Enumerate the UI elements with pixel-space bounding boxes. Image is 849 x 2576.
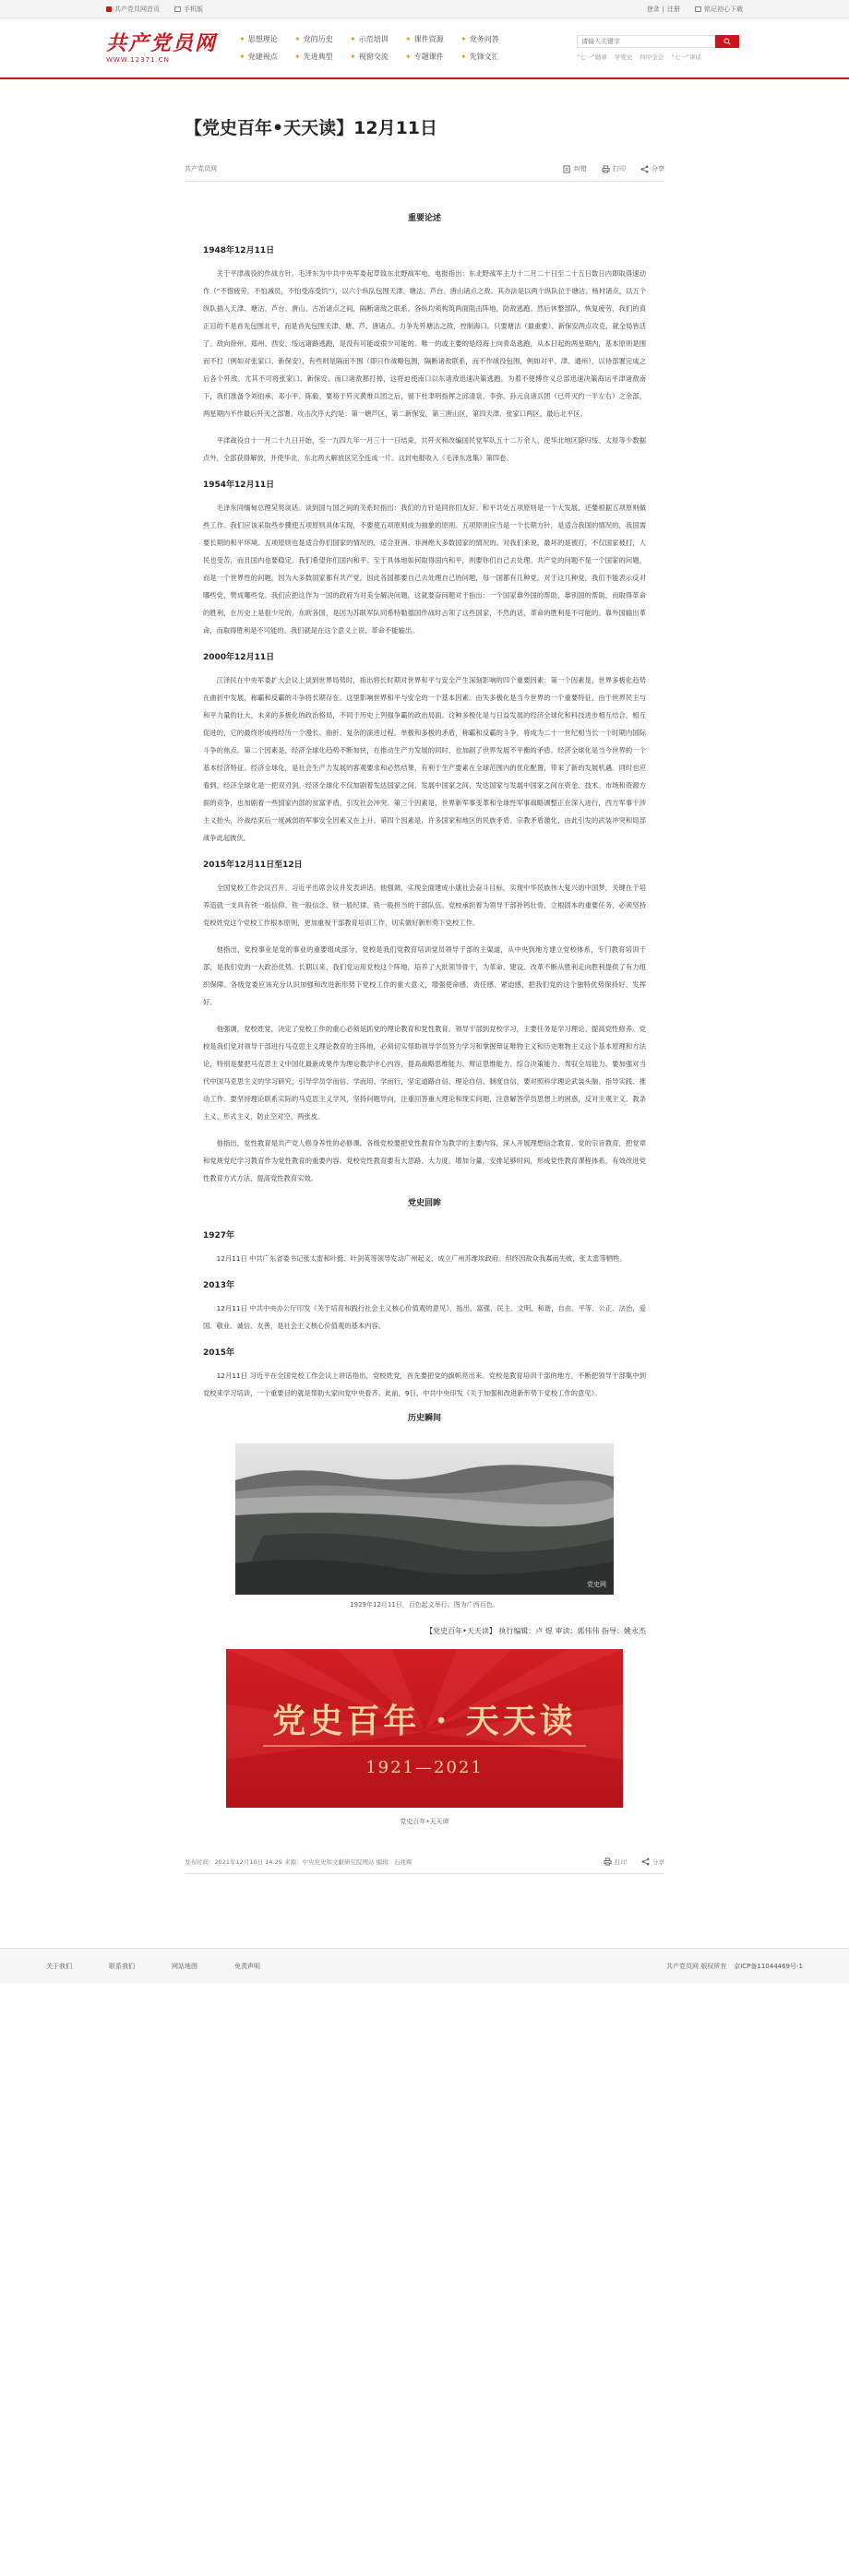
hot-word[interactable]: 四中全会 xyxy=(640,53,664,61)
footer-link[interactable]: 网站地图 xyxy=(172,1963,197,1970)
article-footer-meta xyxy=(185,1858,664,1874)
nav-item[interactable]: ✦ 党的历史 xyxy=(294,35,333,43)
entry-date: 2013年 xyxy=(203,1281,235,1290)
star-icon: ✦ xyxy=(239,53,245,61)
entry-date: 1948年12月11日 xyxy=(203,246,275,255)
paragraph: 关于平津战役的作战方针，毛泽东为中共中央军委起草致东北野战军电。电报指出：东北野战军主力十二月二十日至二十五日数日内即取得速动作（“不惜疲劳，不怕减员，不怕受冻受饥”），以六个纵队包围天津、塘沽、芦台、唐山诸点之敌。其办法是以两个纵队位于塘沽、杨村诸点，以五个纵队插入天津、塘沽、芦台、唐山、古冶诸点之间，隔断诸敌之联系。各纵均须构筑两面阻击阵地，防敌逃跑。然后休整部队，恢复疲劳，我们的真正目的不是首先包围北平，而是首先包围天津、塘、芦、唐诸点。力争先歼塘沽之敌，控制海口。只要塘沽（最重要）、新保安两点攻克，就全局皆活了。敌向徐州、郑州、西安、绥远诸路逃跑，是没有可能或很少可能的。唯一的或主要的是经海上向青岛逃跑，从本日起的两星期内，基本原则是围而不打（例如对张家口、新保安），有些则是隔而不围（即只作战略包围，隔断诸敌联系，而不作战役包围，例如对平、津、通州），以待部署完成之后各个歼敌。尤其不可将张家口、新保安、南口诸敌都打掉，这将迫使南口以东诸敌迅速决策逃跑。为着不使傅作义总部迅速决策海运平津诸敌南下，我们准备令刘伯承、邓小平、陈毅、粟裕于歼灭黄维兵团之后，留下杜聿明指挥之邱清泉、李弥、孙元良诸兵团（已歼灭约一半左右）之余部，两星期内不作最后歼灭之部署。攻击次序大约是：第一塘芦区，第二新保安，第三唐山区，第四天津、张家口两区，最后北平区。 xyxy=(203,269,646,418)
paragraph: 平津战役自十一月二十九日开始，至一九四九年一月三十一日结束，共歼灭和改编国民党军队五十二万余人，使华北地区除归绥、太原等少数据点外，全部获得解放，并使华北、东北两大解放区完全连成一片。这封电报收入《毛泽东选集》第四卷。 xyxy=(203,436,646,462)
phone-icon xyxy=(695,6,701,12)
banner-title: 党史百年 · 天天读 xyxy=(272,1702,577,1740)
hot-word[interactable]: “七一”讲话 xyxy=(671,53,701,61)
paragraph: 12月11日 中共中央办公厅印发《关于培育和践行社会主义核心价值观的意见》，指出，富强、民主、文明、和谐，自由、平等、公正、法治，爱国、敬业、诚信、友善，是社会主义核心价值观的基本内容。 xyxy=(203,1304,646,1330)
star-icon: ✦ xyxy=(405,53,412,61)
entry-date: 2015年12月11日至12日 xyxy=(203,861,303,870)
nav-item[interactable]: ✦ 党务问答 xyxy=(460,35,499,43)
banner-caption: 党史百年•天天读 xyxy=(400,1818,449,1825)
star-icon: ✦ xyxy=(350,53,356,61)
home-link[interactable]: 共产党员网首页 xyxy=(106,5,160,14)
share-icon xyxy=(641,1858,650,1866)
search-area xyxy=(577,35,743,61)
footer-link[interactable]: 联系我们 xyxy=(109,1963,135,1970)
print-button[interactable]: 打印 xyxy=(602,164,626,173)
entry-date: 1927年 xyxy=(203,1231,235,1241)
share-button[interactable]: 分享 xyxy=(640,164,664,173)
photo-caption: 1929年12月11日，百色起义举行。图为广西百色。 xyxy=(350,1601,499,1609)
search-icon xyxy=(723,38,731,45)
entry-date: 2000年12月11日 xyxy=(203,653,275,662)
article xyxy=(185,79,664,1874)
print-button[interactable]: 打印 xyxy=(604,1858,627,1866)
star-icon: ✦ xyxy=(460,53,467,61)
section-heading: 重要论述 xyxy=(407,214,441,223)
article-meta xyxy=(185,164,664,182)
entry-date: 2015年 xyxy=(203,1348,235,1358)
top-bar: 共产党员网首页 手机版 登录 | 注册 铭记初心下载 xyxy=(0,0,849,18)
search-button[interactable] xyxy=(715,35,739,48)
star-icon: ✦ xyxy=(405,35,412,43)
print-icon xyxy=(602,165,610,173)
editor-line: 【党史百年•天天读】 执行编辑：卢 煜 审读：郭伟伟 指导：姚永杰 xyxy=(425,1627,646,1635)
article-source: 共产党员网 xyxy=(185,165,217,172)
photo-watermark: 党史网 xyxy=(587,1581,606,1588)
hot-word[interactable]: 学党史 xyxy=(614,53,633,61)
paragraph: 他指出，党校事业是党的事业的重要组成部分，党校是我们党教育培训党员领导干部的主渠道，从中央到地方建立党校体系，专门教育培训干部，是我们党的一大政治优势。长期以来，我们党运用党校这个阵地，培养了大批领导骨干，为革命、建设、改革不断从胜利走向胜利提供了有力组织保障。各级党委应该充分认识加强和改进新形势下党校工作的重大意义，增强使命感、责任感、紧迫感，把我们党的这个独特优势保持好、发挥好。 xyxy=(203,945,646,1006)
footer-link[interactable]: 免责声明 xyxy=(234,1963,260,1970)
nav-item[interactable]: ✦ 视窗交流 xyxy=(350,53,389,61)
mobile-icon xyxy=(174,6,181,12)
star-icon: ✦ xyxy=(239,35,245,43)
nav-item[interactable]: ✦ 示范培训 xyxy=(350,35,389,43)
article-title: 【党史百年•天天读】12月11日 xyxy=(185,118,438,138)
home-icon xyxy=(106,6,112,12)
nav-item[interactable]: ✦ 先进典型 xyxy=(294,53,333,61)
site-header xyxy=(106,18,743,77)
footer-link[interactable]: 关于我们 xyxy=(46,1963,72,1970)
entry-date: 1954年12月11日 xyxy=(203,481,275,490)
article-tools xyxy=(563,164,664,173)
copyright: 共产党员网 版权所有 xyxy=(665,1963,727,1970)
photo-image xyxy=(235,1443,614,1595)
historic-photo xyxy=(235,1443,614,1595)
star-icon: ✦ xyxy=(294,35,301,43)
nav-item[interactable]: ✦ 课件资源 xyxy=(405,35,444,43)
star-icon: ✦ xyxy=(350,35,356,43)
banner-years: 1921—2021 xyxy=(365,1758,484,1777)
section-heading: 党史回眸 xyxy=(407,1199,441,1208)
site-logo[interactable]: 共产党员网 WWW.12371.CN xyxy=(106,31,218,64)
publish-info: 发布时间：2021年12月10日 14:29 来源：中央党史和文献研究院网站 编辑：石兆辉 xyxy=(185,1858,413,1866)
nav-item[interactable]: ✦ 思想理论 xyxy=(239,35,278,43)
paragraph: 12月11日 习近平在全国党校工作会议上讲话指出，党校姓党，首先要把党的旗帜亮出来。党校是教育培训干部的地方，不断把领导干部集中到党校来学习培训，一个重要目的就是帮助大家向党中央看齐。此前，9日，中共中央印发《关于加强和改进新形势下党校工作的意见》。 xyxy=(203,1371,646,1397)
paragraph: 毛泽东同缅甸总理吴努谈话。谈到国与国之间的关系时指出：我们的方针是同你们友好。和平共处五项原则是一个大发展，还要根据五项原则做些工作。我们应该采取些步骤使五项原则具体实现，不要使五项原则成为抽象的原则。五项原则应当是一个长期方针，是适合我国的情况的，我国需要长期的和平环境。五项原则也是适合你们国家的情况的，适合亚洲、非洲绝大多数国家的情况的。对我们来说，最坏的是被打，不仅国家被打，人民也受苦，而且国内也要稳定。我们希望你们国内和平。至于具体地如何取得国内和平，则要你们自己去处理。共产党的问题不是一个国家的问题，而是一个世界性的问题，因为大多数国家都有共产党。因此各国都要自己去处理自己的问题，每一国都有几种党。对于这几种党，我们不能表示反对哪些党，赞成哪些党。我们应把这作为一国的政府为对美全解决问题，这就要奋问题对于指出：一个国家靠外国的帮助，靠别国的帮助，而取得革命的胜利，在历史上是很少见的。东欧各国，是因为苏联军队同希特勒德国作战时占领了这些国家，不然的话，革命的胜利是不可能的。靠外国输出革命，而取得胜利是不可能的。我们就是在这个意义上说，革命不能输出。 xyxy=(203,504,646,635)
hot-words xyxy=(577,53,743,61)
edit-icon xyxy=(563,165,571,173)
paragraph: 12月11日 中共广东省委书记张太雷和叶挺、叶剑英等领导发动广州起义，成立广州苏维埃政府。但终因敌众我寡而失败，张太雷等牺牲。 xyxy=(216,1254,627,1263)
nav-item[interactable]: ✦ 专题课件 xyxy=(405,53,444,61)
icp-number[interactable]: 京ICP备11044469号-1 xyxy=(734,1963,803,1970)
search-input[interactable] xyxy=(577,35,715,48)
share-icon xyxy=(640,165,649,173)
app-download-link[interactable]: 铭记初心下载 xyxy=(695,5,743,14)
paragraph: 他强调，党校姓党，决定了党校工作的重心必须是抓党的理论教育和党性教育。领导干部到党校学习，主要任务是学习理论、提高党性修养。党校是我们党对领导干部进行马克思主义理论教育的主阵地，必须切实帮助领导学员努力学习和掌握辩证唯物主义和历史唯物主义这个基本原理和方法论，特别是要把马克思主义中国化最新成果作为理论教学中心内容，提高战略思维能力、辩证思维能力、综合决策能力、驾驭全局能力。要加强对当代中国马克思主义的学习研究，引导学员学而信、学而用、学而行，坚定道路自信、理论自信、制度自信，要对照科学理论武装头脑、指导实践、推动工作。要坚持理论联系实际的马克思主义学风，坚持问题导向，注重回答重大理论和现实问题，注意解答学员思想上的困惑，反对主观主义、教条主义、形式主义，防止空对空、两张皮。 xyxy=(203,1025,646,1121)
print-icon xyxy=(604,1858,612,1866)
register-link[interactable]: 注册 xyxy=(667,6,680,13)
article-body xyxy=(185,182,664,1826)
series-banner xyxy=(226,1649,623,1808)
paragraph: 他指出，党性教育是共产党人修身养性的必修课。各级党校要把党性教育作为教学的主要内容，深入开展理想信念教育、党的宗旨教育，把党章和党规党纪学习教育作为党性教育的重要内容。党校党性教育要有大思路、大力度、增加分量，安排足够时间，形成党性教育课程体系，有效改进党性教育方式方法，提高党性教育实效。 xyxy=(203,1139,646,1182)
site-footer xyxy=(0,1948,849,1983)
share-button[interactable]: 分享 xyxy=(641,1858,664,1866)
star-icon: ✦ xyxy=(460,35,467,43)
article-tools-bottom xyxy=(604,1858,664,1866)
login-link[interactable]: 登录 xyxy=(646,6,660,13)
paragraph: 江泽民在中央军委扩大会议上谈到世界局势时，指出将长时期对世界和平与安全产生深刻影响的四个重要因素：第一个因素是，世界多极化趋势在曲折中发展，称霸和反霸的斗争将长期存在。这里影响世界和平与安全的一个基本因素。由失多极化是当今世界的一个重要特征，由于世界民主与和平力量的壮大，未来的多极化的政治格局，不同于历史上列强争霸的政治局面。这种多极化是与日益发展的经济全球化和科技进步相互结合，相互促进的，它的最终形成将经历一个漫长、曲折、复杂的演进过程。单极和多极的矛盾，称霸和反霸的斗争，将成为二十一世纪相当长一个时期内国际斗争的焦点。第二个因素是，经济全球化趋势不断加快，在推动生产力发展的同时，也加剧了世界发展不平衡的矛盾。经济全球化是当今世界的一个基本经济特征。经济全球化，是社会生产力发展的客观要求和必然结果，有利于生产要素在全球范围内的优化配置，带来了新的发展机遇。同时也应看到，经济全球化是一把双刃剑。经济全球化不仅加剧着发达国家之间、发展中国家之间、发达国家与发展中国家之间在资金、技术、市场和资源方面的竞争，也加剧着一些国家内部的贫富矛盾，引发社会冲突。第三个因素是，世界新军事变革和全球性军事战略调整正在深入进行，西方军事干涉主义抬头，冷战结束后一度减弱的军事安全因素又在上升。第四个因素是，许多国家和地区的民族矛盾、宗教矛盾激化，由此引发的武装冲突和局部战争此起彼伏。 xyxy=(203,676,646,842)
main-nav xyxy=(239,34,571,62)
section-heading: 历史瞬间 xyxy=(407,1414,441,1423)
hot-word[interactable]: “七一”勋章 xyxy=(577,53,607,61)
paragraph: 全国党校工作会议召开。习近平出席会议并发表讲话。他强调，实现全面建成小康社会奋斗目标，实现中华民族伟大复兴的中国梦，关键在于培养造就一支具有铁一般信仰、铁一般信念、铁一般纪律、铁一般担当的干部队伍。党校承担着为领导干部补钙壮骨、立根固本的重要任务，必须坚持党校姓党这个党校工作根本原则，更加重视干部教育培训工作，切实做好新形势下党校工作。 xyxy=(203,884,646,927)
star-icon: ✦ xyxy=(294,53,301,61)
nav-item[interactable]: ✦ 先锋文汇 xyxy=(460,53,499,61)
mobile-link[interactable]: 手机版 xyxy=(174,5,203,14)
report-error-button[interactable]: 纠错 xyxy=(563,164,587,173)
nav-item[interactable]: ✦ 党建视点 xyxy=(239,53,278,61)
